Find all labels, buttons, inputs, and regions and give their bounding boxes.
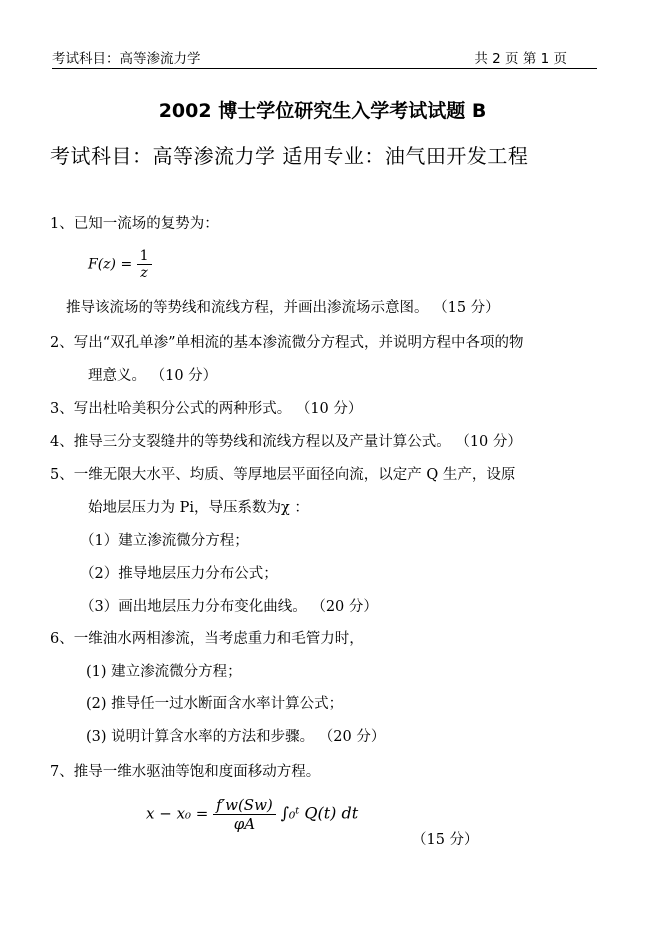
page-header (52, 44, 597, 69)
question-5-sub-3: （3）画出地层压力分布变化曲线。 （20 分） (80, 599, 378, 615)
question-7-formula (146, 796, 358, 833)
question-6-line-1: 6、一维油水两相渗流，当考虑重力和毛管力时， (50, 631, 364, 647)
formula-integral: ∫₀ᵗ Q(t) dt (280, 803, 359, 823)
question-6-sub-3: (3) 说明计算含水率的方法和步骤。 （20 分） (86, 729, 386, 745)
formula-lhs: F(z) = (88, 256, 133, 273)
question-2-line-1: 2、写出“双孔单渗”单相流的基本渗流微分方程式，并说明方程中各项的物 (50, 335, 524, 351)
question-1-task: 推导该流场的等势线和流线方程，并画出渗流场示意图。 （15 分） (66, 300, 500, 316)
question-5-sub-2: （2）推导地层压力分布公式； (80, 566, 278, 582)
question-6-sub-1: (1) 建立渗流微分方程； (86, 664, 242, 680)
question-5-sub-1: （1）建立渗流微分方程； (80, 533, 249, 549)
question-7: 7、推导一维水驱油等饱和度面移动方程。 (50, 764, 321, 780)
question-1-intro: 1、已知一流场的复势为： (50, 216, 219, 232)
question-7-points: （15 分） (412, 832, 479, 848)
header-subject: 考试科目：高等渗流力学 (52, 51, 201, 67)
question-3: 3、写出杜哈美积分公式的两种形式。 （10 分） (50, 401, 363, 417)
formula-numerator: f′w(Sw) (213, 796, 276, 815)
formula-fraction (213, 796, 276, 833)
formula-lhs: x − x₀ = (146, 804, 209, 823)
formula-numerator: 1 (137, 248, 152, 265)
formula-denominator: z (140, 265, 148, 281)
question-4: 4、推导三分支裂缝井的等势线和流线方程以及产量计算公式。 （10 分） (50, 434, 522, 450)
formula-denominator: φA (233, 815, 256, 833)
question-2-line-2: 理意义。 （10 分） (88, 368, 218, 384)
question-5-line-1: 5、一维无限大水平、均质、等厚地层平面径向流，以定产 Q 生产，设原 (50, 467, 516, 483)
header-page-info: 共 2 页 第 1 页 (474, 51, 567, 67)
question-5-line-2: 始地层压力为 Pi，导压系数为χ ： (88, 500, 309, 516)
question-1-formula (88, 248, 152, 281)
formula-fraction (137, 248, 152, 281)
exam-title: 2002 博士学位研究生入学考试试题 B (158, 100, 487, 122)
exam-subtitle: 考试科目：高等渗流力学 适用专业：油气田开发工程 (50, 144, 529, 168)
question-6-sub-2: (2) 推导任一过水断面含水率计算公式； (86, 696, 344, 712)
